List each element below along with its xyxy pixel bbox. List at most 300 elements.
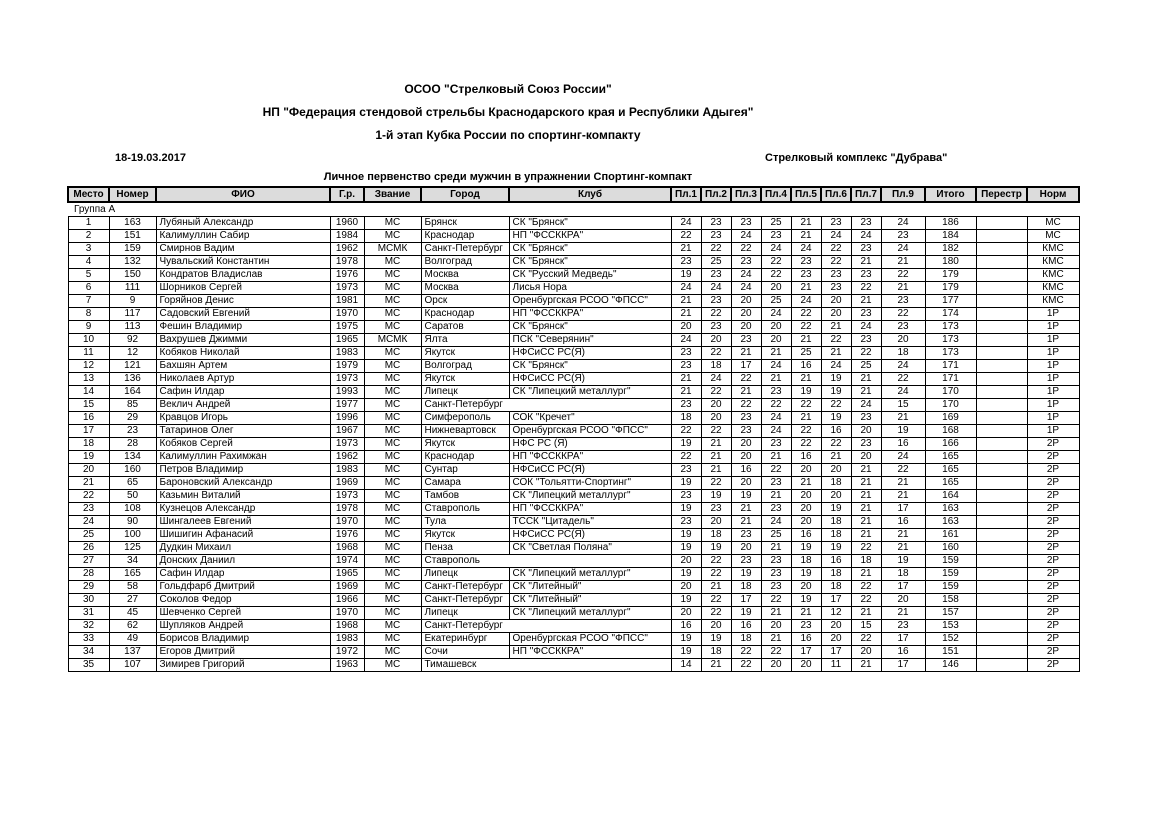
col-header-p7: Пл.7 <box>851 187 881 202</box>
cell-place: 23 <box>68 503 109 516</box>
cell-p6: 17 <box>821 594 851 607</box>
cell-p5: 20 <box>791 490 821 503</box>
cell-p9: 17 <box>881 503 925 516</box>
cell-p6: 20 <box>821 490 851 503</box>
col-header-p1: Пл.1 <box>671 187 701 202</box>
table-row <box>68 555 1079 568</box>
cell-p4: 23 <box>761 438 791 451</box>
cell-rank: МС <box>364 555 421 568</box>
cell-p4: 21 <box>761 451 791 464</box>
cell-p3: 22 <box>731 659 761 672</box>
cell-p3: 22 <box>731 243 761 256</box>
cell-place: 25 <box>68 529 109 542</box>
cell-p1: 18 <box>671 412 701 425</box>
cell-total: 173 <box>925 347 976 360</box>
cell-year: 1972 <box>330 646 364 659</box>
cell-club: НП "ФССККРА" <box>509 230 671 243</box>
cell-p1: 19 <box>671 594 701 607</box>
cell-number: 117 <box>109 308 156 321</box>
cell-norm: 2Р <box>1027 503 1079 516</box>
cell-place: 11 <box>68 347 109 360</box>
cell-number: 12 <box>109 347 156 360</box>
venue-name: Стрелковый комплекс "Дубрава" <box>765 152 948 164</box>
cell-norm: 2Р <box>1027 633 1079 646</box>
cell-norm: КМС <box>1027 269 1079 282</box>
results-table <box>67 186 1080 672</box>
table-row <box>68 568 1079 581</box>
cell-p7: 21 <box>851 477 881 490</box>
cell-name: Шевченко Сергей <box>156 607 330 620</box>
cell-rank: МС <box>364 269 421 282</box>
cell-p1: 23 <box>671 399 701 412</box>
cell-p9: 17 <box>881 659 925 672</box>
cell-number: 159 <box>109 243 156 256</box>
cell-city: Ставрополь <box>421 503 509 516</box>
cell-p3: 20 <box>731 295 761 308</box>
cell-p7: 22 <box>851 581 881 594</box>
col-header-name: ФИО <box>156 187 330 202</box>
cell-p2: 22 <box>701 425 731 438</box>
cell-year: 1976 <box>330 529 364 542</box>
cell-p3: 19 <box>731 607 761 620</box>
cell-name: Шупляков Андрей <box>156 620 330 633</box>
table-row <box>68 243 1079 256</box>
cell-shootoff <box>976 399 1027 412</box>
cell-name: Казьмин Виталий <box>156 490 330 503</box>
cell-total: 151 <box>925 646 976 659</box>
cell-name: Шингалеев Евгений <box>156 516 330 529</box>
cell-shootoff <box>976 360 1027 373</box>
cell-number: 121 <box>109 360 156 373</box>
cell-p5: 16 <box>791 529 821 542</box>
cell-club: СК "Липецкий металлург" <box>509 607 671 620</box>
cell-rank: МС <box>364 620 421 633</box>
cell-p7: 25 <box>851 360 881 373</box>
cell-p1: 21 <box>671 373 701 386</box>
cell-number: 163 <box>109 217 156 230</box>
cell-name: Донских Даниил <box>156 555 330 568</box>
cell-p2: 18 <box>701 360 731 373</box>
cell-p3: 19 <box>731 490 761 503</box>
cell-city: Краснодар <box>421 230 509 243</box>
cell-number: 165 <box>109 568 156 581</box>
cell-name: Кобяков Сергей <box>156 438 330 451</box>
cell-p3: 20 <box>731 308 761 321</box>
cell-p9: 21 <box>881 477 925 490</box>
cell-p3: 22 <box>731 399 761 412</box>
cell-number: 23 <box>109 425 156 438</box>
cell-p1: 20 <box>671 607 701 620</box>
cell-club: СК "Брянск" <box>509 321 671 334</box>
cell-number: 160 <box>109 464 156 477</box>
cell-p1: 14 <box>671 659 701 672</box>
cell-p4: 22 <box>761 646 791 659</box>
cell-rank: МС <box>364 412 421 425</box>
cell-year: 1996 <box>330 412 364 425</box>
cell-p2: 22 <box>701 607 731 620</box>
table-row <box>68 607 1079 620</box>
cell-p9: 16 <box>881 516 925 529</box>
cell-rank: МС <box>364 594 421 607</box>
cell-p1: 19 <box>671 477 701 490</box>
cell-total: 159 <box>925 568 976 581</box>
cell-number: 108 <box>109 503 156 516</box>
cell-total: 177 <box>925 295 976 308</box>
cell-norm: 2Р <box>1027 581 1079 594</box>
cell-p9: 23 <box>881 321 925 334</box>
cell-p1: 23 <box>671 360 701 373</box>
cell-p7: 23 <box>851 438 881 451</box>
cell-p2: 22 <box>701 243 731 256</box>
cell-year: 1967 <box>330 425 364 438</box>
cell-number: 136 <box>109 373 156 386</box>
cell-p2: 21 <box>701 451 731 464</box>
cell-norm: 2Р <box>1027 529 1079 542</box>
table-row <box>68 321 1079 334</box>
cell-name: Сафин Илдар <box>156 568 330 581</box>
cell-p6: 23 <box>821 217 851 230</box>
cell-year: 1973 <box>330 438 364 451</box>
cell-p1: 20 <box>671 581 701 594</box>
cell-p6: 22 <box>821 438 851 451</box>
cell-p4: 20 <box>761 282 791 295</box>
cell-p7: 23 <box>851 269 881 282</box>
cell-p4: 22 <box>761 464 791 477</box>
cell-norm: 1Р <box>1027 373 1079 386</box>
col-header-p6: Пл.6 <box>821 187 851 202</box>
cell-p1: 21 <box>671 386 701 399</box>
cell-name: Кузнецов Александр <box>156 503 330 516</box>
cell-number: 134 <box>109 451 156 464</box>
cell-place: 34 <box>68 646 109 659</box>
cell-p3: 23 <box>731 529 761 542</box>
cell-p7: 21 <box>851 295 881 308</box>
cell-year: 1976 <box>330 269 364 282</box>
cell-club: СК "Литейный" <box>509 581 671 594</box>
cell-p6: 18 <box>821 516 851 529</box>
cell-rank: МС <box>364 516 421 529</box>
cell-year: 1969 <box>330 477 364 490</box>
cell-p4: 23 <box>761 555 791 568</box>
cell-p1: 22 <box>671 451 701 464</box>
cell-p2: 23 <box>701 295 731 308</box>
cell-city: Тимашевск <box>421 659 671 672</box>
cell-city: Липецк <box>421 568 509 581</box>
cell-p9: 18 <box>881 347 925 360</box>
cell-p6: 11 <box>821 659 851 672</box>
cell-p9: 20 <box>881 594 925 607</box>
cell-norm: КМС <box>1027 282 1079 295</box>
cell-p5: 21 <box>791 412 821 425</box>
cell-p5: 21 <box>791 282 821 295</box>
cell-shootoff <box>976 243 1027 256</box>
cell-p3: 18 <box>731 633 761 646</box>
cell-place: 28 <box>68 568 109 581</box>
cell-p4: 24 <box>761 308 791 321</box>
cell-club: СК "Липецкий металлург" <box>509 386 671 399</box>
cell-p5: 19 <box>791 542 821 555</box>
cell-shootoff <box>976 503 1027 516</box>
cell-year: 1968 <box>330 620 364 633</box>
cell-norm: 1Р <box>1027 334 1079 347</box>
cell-number: 65 <box>109 477 156 490</box>
cell-rank: МС <box>364 347 421 360</box>
table-row <box>68 633 1079 646</box>
table-row <box>68 438 1079 451</box>
cell-rank: МС <box>364 230 421 243</box>
cell-p3: 17 <box>731 360 761 373</box>
cell-place: 10 <box>68 334 109 347</box>
cell-p7: 23 <box>851 334 881 347</box>
cell-club: СК "Литейный" <box>509 594 671 607</box>
cell-p2: 20 <box>701 334 731 347</box>
cell-p3: 21 <box>731 503 761 516</box>
cell-p6: 18 <box>821 568 851 581</box>
cell-rank: МС <box>364 529 421 542</box>
cell-p5: 21 <box>791 217 821 230</box>
cell-city: Якутск <box>421 373 509 386</box>
cell-place: 15 <box>68 399 109 412</box>
cell-city: Краснодар <box>421 308 509 321</box>
cell-p1: 19 <box>671 633 701 646</box>
cell-place: 29 <box>68 581 109 594</box>
cell-p7: 21 <box>851 568 881 581</box>
cell-p6: 19 <box>821 412 851 425</box>
cell-place: 16 <box>68 412 109 425</box>
cell-p6: 20 <box>821 620 851 633</box>
cell-p2: 24 <box>701 282 731 295</box>
cell-place: 4 <box>68 256 109 269</box>
cell-club: НП "ФССККРА" <box>509 646 671 659</box>
cell-p4: 23 <box>761 477 791 490</box>
cell-total: 186 <box>925 217 976 230</box>
cell-p4: 25 <box>761 529 791 542</box>
cell-p5: 22 <box>791 399 821 412</box>
cell-p1: 20 <box>671 555 701 568</box>
col-header-shootoff: Перестр <box>976 187 1027 202</box>
cell-p3: 16 <box>731 620 761 633</box>
cell-rank: МС <box>364 568 421 581</box>
cell-city: Санкт-Петербург <box>421 620 671 633</box>
cell-p4: 21 <box>761 607 791 620</box>
cell-p3: 23 <box>731 425 761 438</box>
cell-p4: 23 <box>761 581 791 594</box>
cell-p2: 18 <box>701 529 731 542</box>
cell-shootoff <box>976 490 1027 503</box>
cell-p1: 22 <box>671 230 701 243</box>
cell-p7: 15 <box>851 620 881 633</box>
cell-city: Санкт-Петербург <box>421 399 671 412</box>
cell-name: Садовский Евгений <box>156 308 330 321</box>
event-date: 18-19.03.2017 <box>115 152 186 164</box>
cell-shootoff <box>976 269 1027 282</box>
col-header-place: Место <box>68 187 109 202</box>
table-row <box>68 399 1079 412</box>
col-header-p5: Пл.5 <box>791 187 821 202</box>
cell-total: 158 <box>925 594 976 607</box>
cell-p1: 19 <box>671 646 701 659</box>
cell-p7: 21 <box>851 256 881 269</box>
cell-p1: 19 <box>671 269 701 282</box>
table-row <box>68 360 1079 373</box>
cell-p6: 22 <box>821 399 851 412</box>
table-row <box>68 230 1079 243</box>
cell-p5: 24 <box>791 295 821 308</box>
cell-city: Сочи <box>421 646 509 659</box>
cell-shootoff <box>976 217 1027 230</box>
cell-number: 113 <box>109 321 156 334</box>
cell-year: 1966 <box>330 594 364 607</box>
cell-year: 1963 <box>330 659 364 672</box>
cell-city: Екатеринбург <box>421 633 509 646</box>
cell-number: 9 <box>109 295 156 308</box>
cell-city: Симферополь <box>421 412 509 425</box>
cell-p5: 24 <box>791 243 821 256</box>
cell-shootoff <box>976 347 1027 360</box>
cell-p7: 24 <box>851 321 881 334</box>
cell-total: 184 <box>925 230 976 243</box>
cell-p7: 23 <box>851 243 881 256</box>
col-header-p4: Пл.4 <box>761 187 791 202</box>
cell-norm: 1Р <box>1027 386 1079 399</box>
cell-year: 1962 <box>330 243 364 256</box>
col-header-norm: Норм <box>1027 187 1079 202</box>
cell-p2: 23 <box>701 321 731 334</box>
cell-norm: 2Р <box>1027 555 1079 568</box>
cell-p1: 19 <box>671 438 701 451</box>
cell-name: Егоров Дмитрий <box>156 646 330 659</box>
cell-p1: 20 <box>671 321 701 334</box>
cell-name: Чувальский Константин <box>156 256 330 269</box>
cell-p9: 22 <box>881 269 925 282</box>
cell-p2: 21 <box>701 464 731 477</box>
cell-place: 32 <box>68 620 109 633</box>
cell-shootoff <box>976 282 1027 295</box>
cell-p6: 20 <box>821 464 851 477</box>
cell-p9: 23 <box>881 295 925 308</box>
cell-p4: 22 <box>761 594 791 607</box>
cell-norm: 2Р <box>1027 568 1079 581</box>
cell-p3: 24 <box>731 269 761 282</box>
cell-p1: 21 <box>671 243 701 256</box>
cell-club: СК "Брянск" <box>509 360 671 373</box>
cell-year: 1960 <box>330 217 364 230</box>
cell-p6: 20 <box>821 295 851 308</box>
cell-norm: КМС <box>1027 256 1079 269</box>
cell-norm: 2Р <box>1027 646 1079 659</box>
cell-shootoff <box>976 516 1027 529</box>
cell-p5: 20 <box>791 516 821 529</box>
cell-club: Оренбургская РСОО "ФПСС" <box>509 633 671 646</box>
cell-shootoff <box>976 438 1027 451</box>
cell-shootoff <box>976 334 1027 347</box>
cell-p5: 18 <box>791 555 821 568</box>
cell-p2: 23 <box>701 217 731 230</box>
cell-p5: 17 <box>791 646 821 659</box>
cell-p9: 19 <box>881 555 925 568</box>
cell-club: СК "Брянск" <box>509 243 671 256</box>
cell-number: 92 <box>109 334 156 347</box>
cell-p5: 22 <box>791 308 821 321</box>
cell-rank: МС <box>364 477 421 490</box>
cell-number: 137 <box>109 646 156 659</box>
cell-name: Калимуллин Сабир <box>156 230 330 243</box>
cell-p3: 21 <box>731 516 761 529</box>
cell-norm: 1Р <box>1027 347 1079 360</box>
cell-norm: 2Р <box>1027 490 1079 503</box>
cell-p2: 23 <box>701 230 731 243</box>
cell-place: 31 <box>68 607 109 620</box>
cell-p9: 21 <box>881 542 925 555</box>
cell-p7: 21 <box>851 386 881 399</box>
cell-number: 58 <box>109 581 156 594</box>
table-row <box>68 295 1079 308</box>
cell-total: 179 <box>925 282 976 295</box>
cell-p9: 24 <box>881 451 925 464</box>
cell-p4: 24 <box>761 360 791 373</box>
cell-total: 152 <box>925 633 976 646</box>
col-header-number: Номер <box>109 187 156 202</box>
cell-p4: 24 <box>761 516 791 529</box>
cell-place: 33 <box>68 633 109 646</box>
cell-shootoff <box>976 256 1027 269</box>
cell-rank: МС <box>364 256 421 269</box>
cell-p3: 23 <box>731 256 761 269</box>
cell-total: 169 <box>925 412 976 425</box>
cell-total: 159 <box>925 555 976 568</box>
cell-p2: 25 <box>701 256 731 269</box>
cell-p6: 21 <box>821 451 851 464</box>
cell-total: 173 <box>925 321 976 334</box>
cell-p9: 24 <box>881 243 925 256</box>
cell-rank: МС <box>364 360 421 373</box>
cell-p5: 16 <box>791 451 821 464</box>
cell-year: 1965 <box>330 334 364 347</box>
col-header-club: Клуб <box>509 187 671 202</box>
cell-rank: МС <box>364 438 421 451</box>
cell-shootoff <box>976 477 1027 490</box>
cell-rank: МС <box>364 386 421 399</box>
cell-year: 1979 <box>330 360 364 373</box>
cell-place: 18 <box>68 438 109 451</box>
table-row <box>68 503 1079 516</box>
cell-p7: 22 <box>851 542 881 555</box>
cell-total: 165 <box>925 464 976 477</box>
cell-p3: 17 <box>731 594 761 607</box>
cell-p9: 21 <box>881 256 925 269</box>
cell-p9: 24 <box>881 217 925 230</box>
event-title: 1-й этап Кубка России по спортинг-компакту <box>375 128 641 142</box>
cell-p9: 21 <box>881 529 925 542</box>
cell-norm: 2Р <box>1027 607 1079 620</box>
cell-p4: 24 <box>761 425 791 438</box>
cell-p6: 19 <box>821 542 851 555</box>
table-body <box>68 202 1079 672</box>
cell-p2: 22 <box>701 308 731 321</box>
cell-club: НП "ФССККРА" <box>509 503 671 516</box>
cell-p7: 22 <box>851 633 881 646</box>
cell-p7: 22 <box>851 347 881 360</box>
cell-p5: 23 <box>791 269 821 282</box>
cell-p7: 22 <box>851 594 881 607</box>
cell-shootoff <box>976 529 1027 542</box>
table-row <box>68 516 1079 529</box>
col-header-p9: Пл.9 <box>881 187 925 202</box>
cell-p9: 19 <box>881 425 925 438</box>
table-header-row <box>68 187 1079 202</box>
cell-year: 1983 <box>330 464 364 477</box>
cell-p9: 21 <box>881 282 925 295</box>
